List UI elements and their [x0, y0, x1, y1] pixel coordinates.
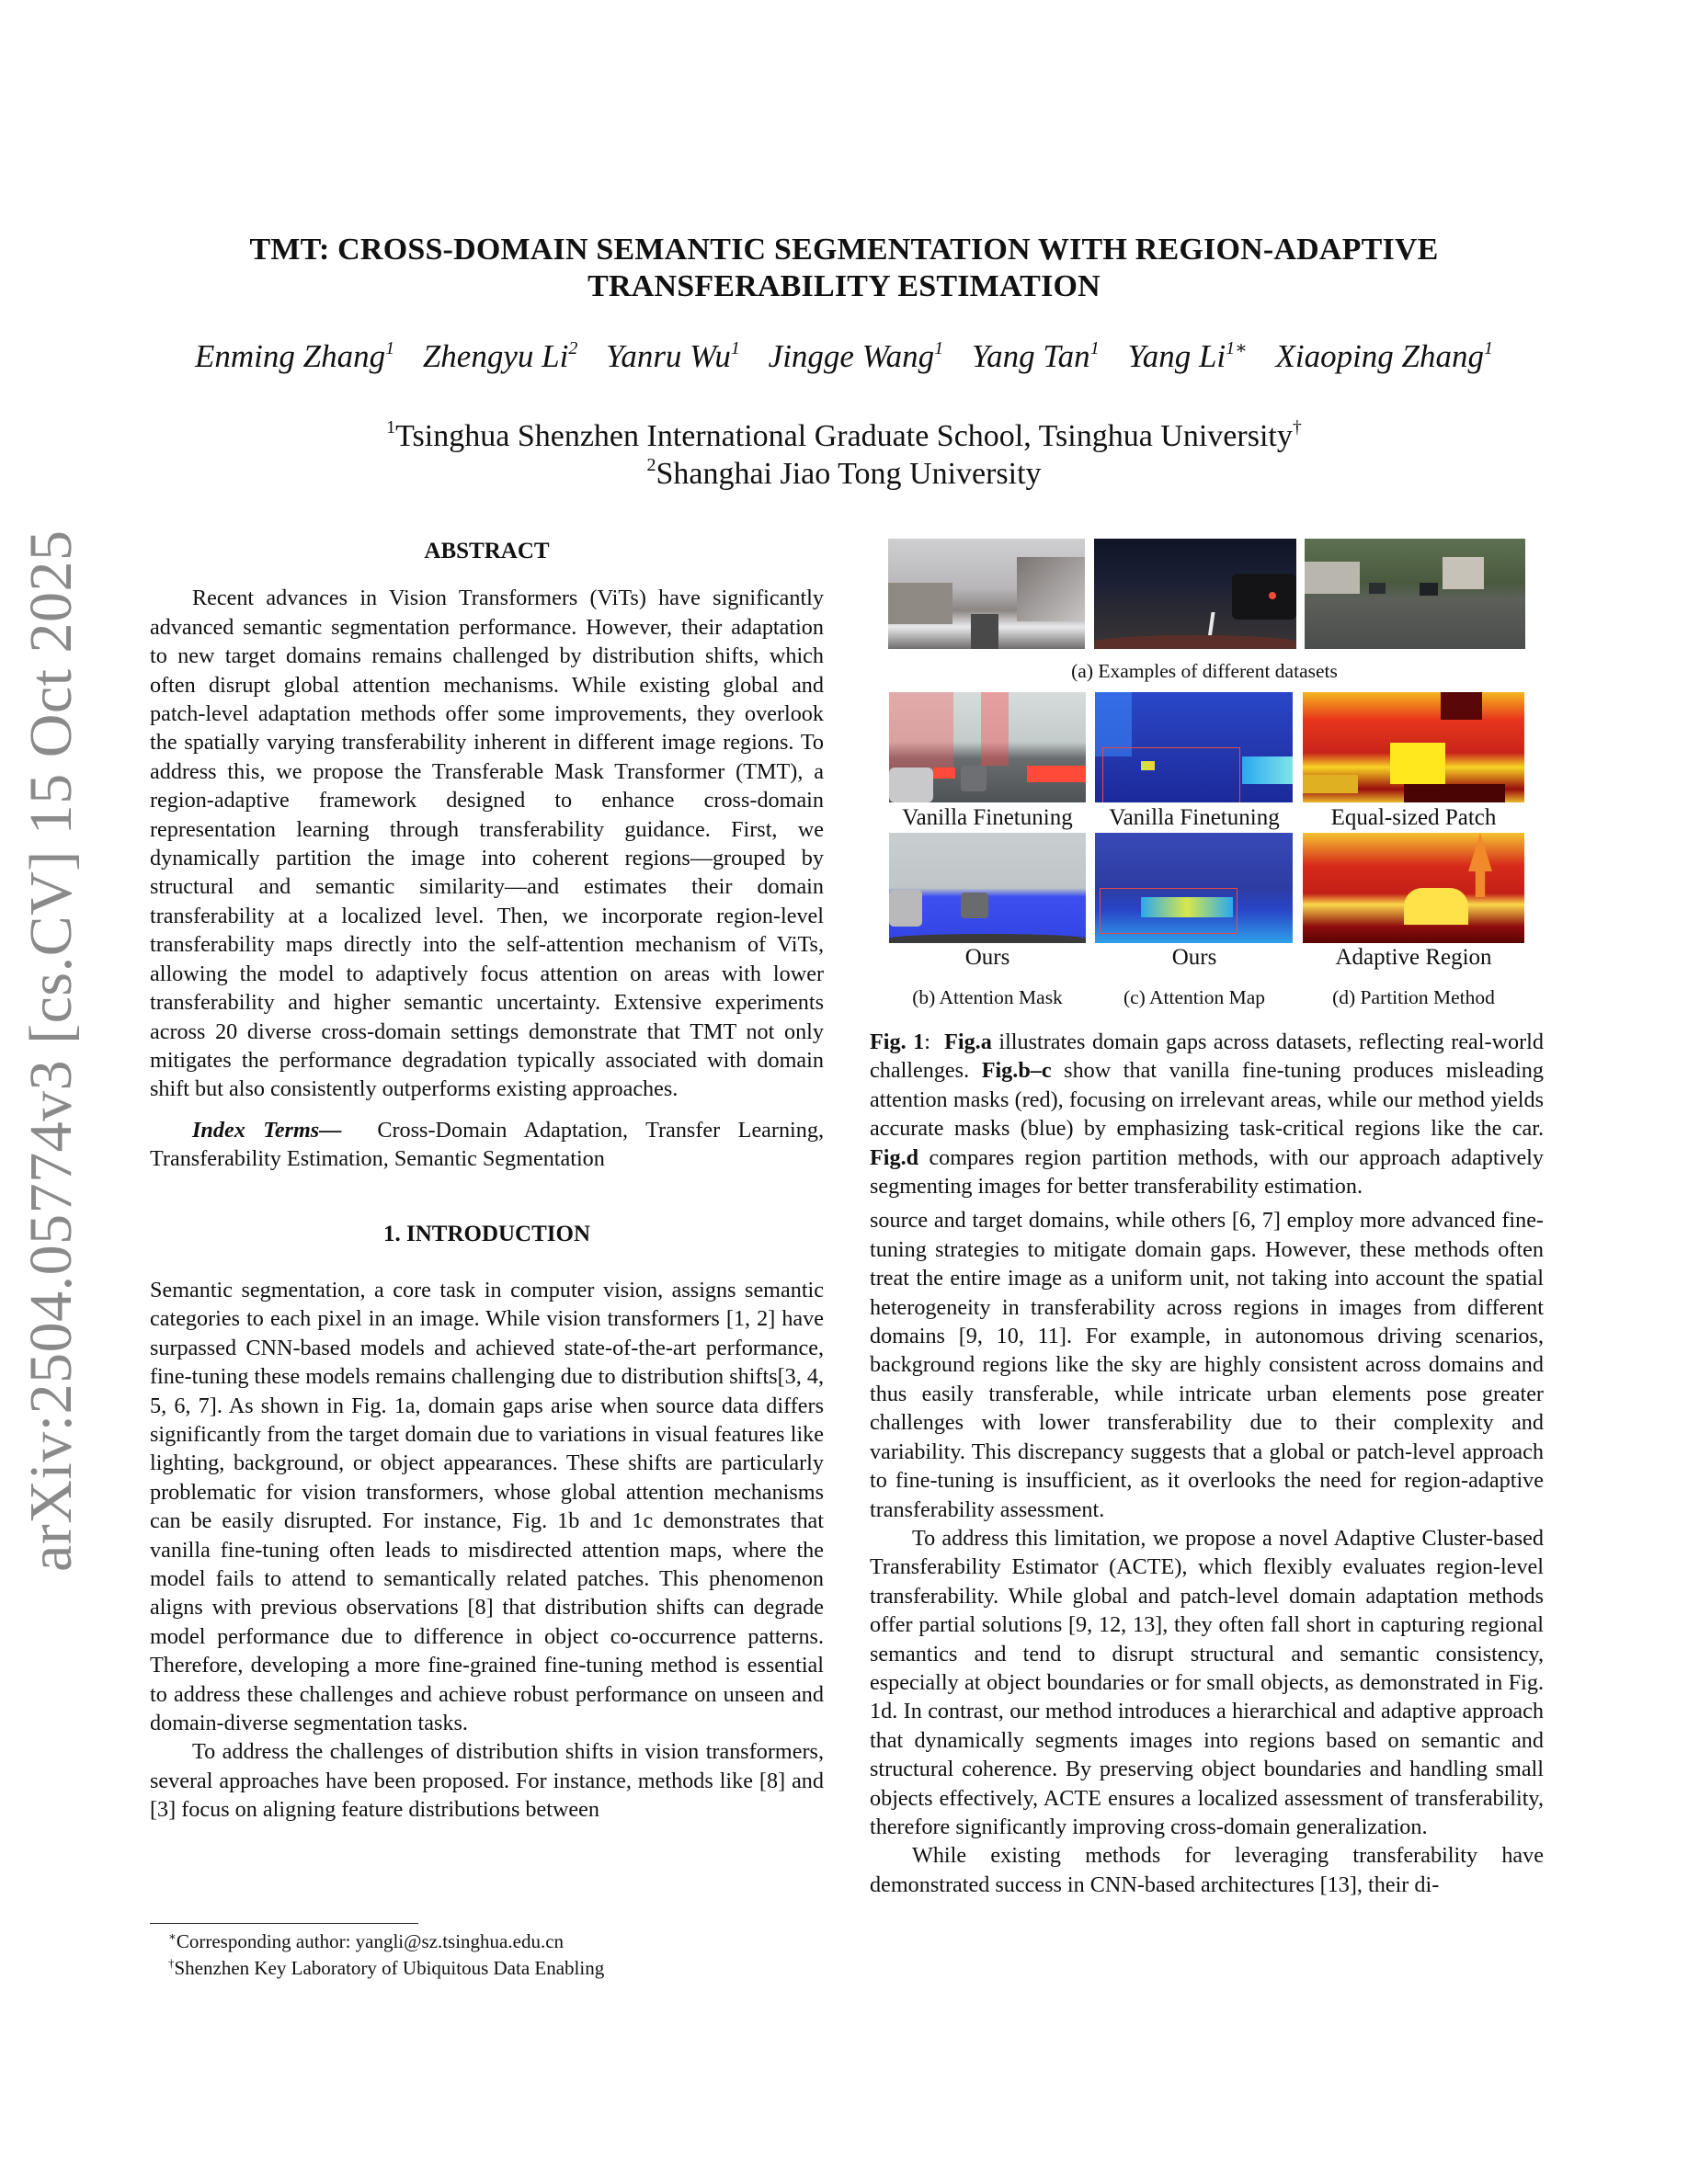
index-terms-text: Cross-Domain Adaptation, Transfer Learning, Transferability Estimation, Semantic Segmentation [150, 1117, 825, 1172]
affiliation: $^1$Tsinghua Shenzhen International Graduate School, Tsinghua University† [386, 417, 1302, 453]
subfigure-d-caption: (d) Partition Method [1332, 986, 1495, 1008]
author: Jingge Wang$^1$ [768, 338, 944, 374]
row-c-label-1: Ours [964, 945, 1010, 970]
intro-paragraph-3: To address this limitation, we propose a novel Adaptive Cluster-based Transferability Estimator (ACTE), which flexibly evaluates region-level transferability. While global and patch-level domain adaptation methods offer partial solutions [9, 12, 13], they often fall short in capturing regional semantics and tend to disrupt structural and semantic consistency, especially at object boundaries or for small objects, as demonstrated in Fig. 1d. In contrast, our method introduces a hierarchical and adaptive approach that dynamically segments images into regions based on semantic and structural coherence. By preserving object boundaries and handling small objects effectively, ACTE ensures a localized assessment of transferability, therefore significantly improving cross-domain generalization. [870, 1525, 1544, 1839]
dataset-image-snowy-street [888, 539, 1085, 649]
author: Zhengyu Li$^2$ [422, 338, 578, 374]
row-c-label-3: Adaptive Region [1335, 945, 1492, 970]
footnotes [168, 1928, 604, 1982]
row-b-label-1: Vanilla Finetuning [902, 805, 1073, 830]
figure-1-caption: Fig. 1: Fig.a illustrates domain gaps across datasets, reflecting real-world challenges. Fig.b–c show that vanilla fine-tuning produces misleading attention masks (red), focusing on irrelevant areas, while our method yields accurate masks (blue) by emphasizing task-critical regions like the car. Fig.d compares region partition methods, with our approach adaptively segmenting images for better transferability estimation. [870, 1029, 1544, 1200]
affiliation: $^2$Shanghai Jiao Tong University [646, 455, 1042, 491]
abstract-text: Recent advances in Vision Transformers (ViTs) have significantly advanced semantic segmentation performance. However, their adaptation to new target domains remains challenged by distribution shifts, which often disrupt global attention mechanisms. While existing global and patch-level adaptation methods offer some improvements, they overlook the spatially varying transferability inherent in different image regions. To address this, we propose the Transferable Mask Transformer (TMT), a region-adaptive framework designed to enhance cross-domain representation learning through transferability guidance. First, we dynamically partition the image into coherent regions—grouped by structural and semantic similarity—and estimates their domain transferability at a localized level. Then, we incorporate region-level transferability maps directly into the self-attention mechanism of ViTs, allowing the model to adaptively focus attention on areas with lower transferability and higher semantic uncertainty. Extensive experiments across 20 diverse cross-domain settings demonstrate that TMT not only mitigates the performance degradation typically associated with domain shift but also consistently outperforms existing approaches. [150, 586, 824, 1102]
introduction-heading: 1. INTRODUCTION [382, 1221, 591, 1246]
author: Xiaoping Zhang$^1$ [1275, 338, 1494, 374]
subfigure-b-caption: (b) Attention Mask [912, 986, 1063, 1008]
index-terms-label: Index Terms— [192, 1117, 342, 1143]
row-b-label-2: Vanilla Finetuning [1109, 805, 1280, 830]
affiliations [138, 417, 1550, 493]
intro-paragraph-2: To address the challenges of distribution shifts in vision transformers, several approaches have been proposed. For instance, methods like [8] and [3] focus on aligning feature distributions between [150, 1739, 824, 1823]
arxiv-identifier-stamp: arXiv:2504.05774v3 [cs.CV] 15 Oct 2025 [17, 529, 85, 1572]
paper-title-line-2: TRANSFERABILITY ESTIMATION [587, 269, 1101, 303]
equal-sized-patch-partition-image [1303, 692, 1524, 802]
intro-paragraph-2-continued: source and target domains, while others [6, 7] employ more advanced fine-tuning strategies to mitigate domain gaps. However, these methods often treat the entire image as a uniform unit, not taking into account the spatial heterogeneity in transferability across regions in images from different domains [9, 10, 11]. For example, in autonomous driving scenarios, background regions like the sky are highly consistent across domains and thus easily transferable, while intricate urban elements pose greater challenges with lower transferability due to their complexity and variability. This discrepancy suggests that a global or patch-level approach to fine-tuning is insufficient, as it overlooks the need for region-adaptive transferability assessment. [870, 1208, 1544, 1522]
paper-title-line-1: TMT: CROSS-DOMAIN SEMANTIC SEGMENTATION WITH REGION-ADAPTIVE [249, 233, 1439, 267]
right-column [870, 1028, 1544, 1899]
author-list [138, 338, 1550, 375]
index-terms [150, 1116, 824, 1174]
footnote-rule [150, 1923, 418, 1924]
attention-mask-ours-image [889, 833, 1086, 943]
author: Yanru Wu$^1$ [606, 338, 740, 374]
left-column [150, 537, 824, 1825]
subfigure-c-caption: (c) Attention Map [1123, 986, 1266, 1008]
paper-title [138, 232, 1550, 305]
intro-paragraph-4: While existing methods for leveraging transferability have demonstrated success in CNN-based architectures [13], their di- [870, 1843, 1544, 1897]
subfigure-a-caption: (a) Examples of different datasets [1071, 660, 1338, 682]
author: Yang $Li^{1∗}$ [1127, 338, 1248, 374]
adaptive-region-partition-image [1303, 833, 1524, 943]
intro-paragraph-1: Semantic segmentation, a core task in computer vision, assigns semantic categories to each pixel in an image. While vision transformers [1, 2] have surpassed CNN-based models and achieved state-of-the-art performance, fine-tuning these models remains challenging due to distribution shifts[3, 4, 5, 6, 7]. As shown in Fig. 1a, domain gaps arise when source data differs significantly from the target domain due to variations in visual features like lighting, background, or object appearances. These shifts are particularly problematic for vision transformers, whose global attention mechanisms can be easily disrupted. For instance, Fig. 1b and 1c demonstrates that vanilla fine-tuning often leads to misdirected attention maps, where the model fails to attend to semantically related patches. This phenomenon aligns with previous observations [8] that distribution shifts can degrade model performance due to difference in object co-occurrence patterns. Therefore, developing a more fine-grained fine-tuning method is essential to address these challenges and achieve robust performance on unseen and domain-diverse segmentation tasks. [150, 1277, 824, 1736]
attention-mask-vanilla-image [889, 692, 1086, 802]
dataset-image-suburban-street [1305, 539, 1525, 649]
dataset-image-night-street [1094, 539, 1296, 649]
attention-map-ours-image [1095, 833, 1293, 943]
row-c-label-2: Ours [1171, 945, 1217, 970]
author: Enming Zhang$^1$ [194, 338, 395, 374]
abstract-heading: ABSTRACT [424, 539, 550, 563]
footnote-corresponding-author: ∗Corresponding author: yangli@sz.tsinghua.edu.cn [168, 1929, 565, 1952]
author: Yang Tan$^1$ [971, 338, 1100, 374]
figure-1 [864, 524, 1545, 1008]
row-b-label-3: Equal-sized Patch [1330, 805, 1497, 830]
attention-map-vanilla-image [1095, 692, 1293, 802]
footnote-lab: †Shenzhen Key Laboratory of Ubiquitous Data Enabling [168, 1956, 605, 1979]
